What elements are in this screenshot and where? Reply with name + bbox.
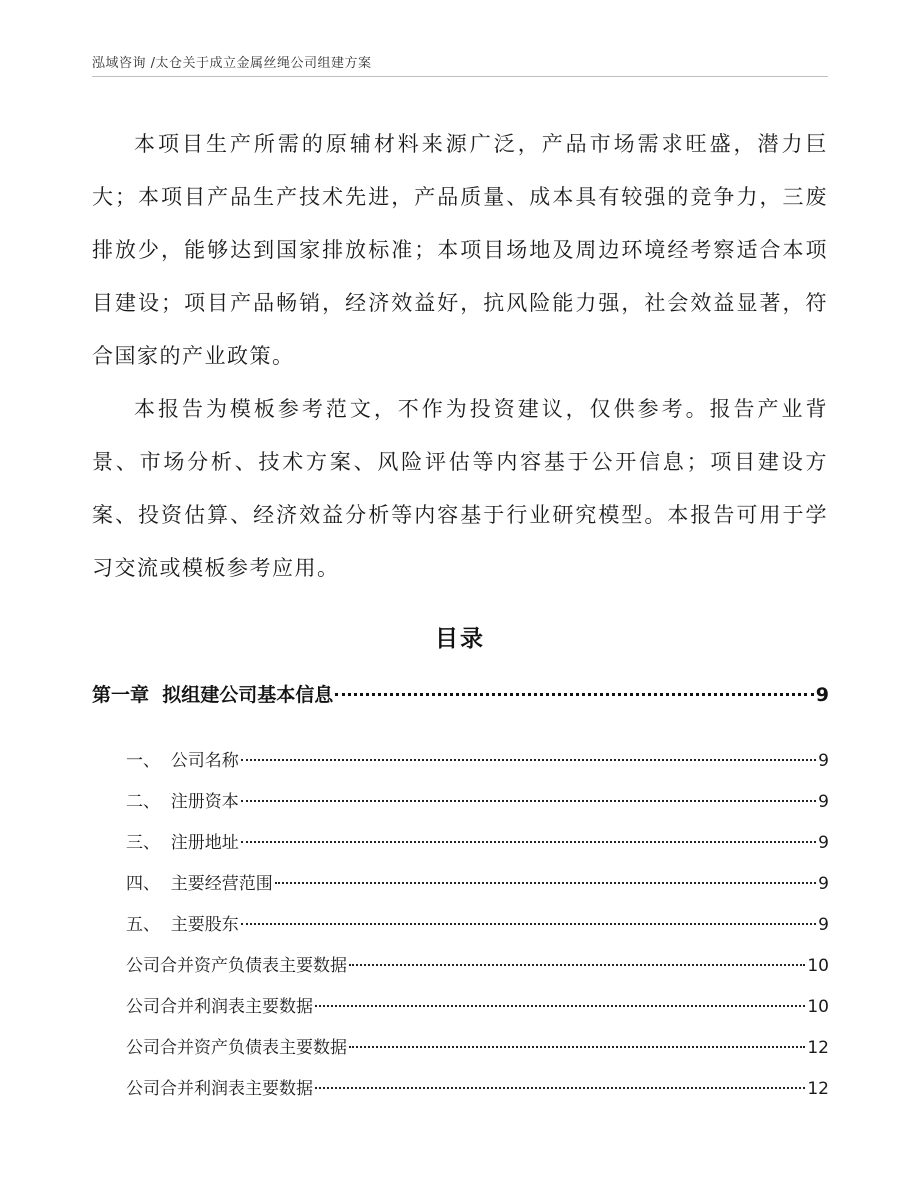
toc-section-entry[interactable] (92, 828, 829, 869)
toc-section-entry[interactable] (92, 910, 829, 951)
toc-page-number: 12 (807, 1079, 829, 1099)
dot-leader (335, 693, 814, 696)
toc-page-number: 10 (807, 956, 829, 976)
dot-leader (241, 800, 816, 802)
table-of-contents (92, 680, 829, 1115)
paragraph: 本报告为模板参考范文，不作为投资建议，仅供参考。报告产业背景、市场分析、技术方案、风险评估等内容基于公开信息；项目建设方案、投资估算、经济效益分析等内容基于行业研究模型。本报告可用于学习交流或模板参考应用。 (92, 397, 828, 580)
dot-leader (275, 882, 816, 884)
dot-leader (315, 1087, 805, 1089)
toc-entry-label: 公司合并利润表主要数据 (126, 997, 313, 1017)
toc-chapter-entry[interactable] (92, 680, 829, 718)
toc-section-entry[interactable] (92, 1033, 829, 1074)
toc-entry-label: 公司合并资产负债表主要数据 (126, 1038, 347, 1058)
toc-page-number: 9 (818, 915, 829, 935)
toc-entry-label: 一、 公司名称 (126, 751, 239, 771)
toc-entry-label: 公司合并利润表主要数据 (126, 1079, 313, 1099)
dot-leader (241, 841, 816, 843)
toc-entry-label: 三、 注册地址 (126, 833, 239, 853)
toc-section-entry[interactable] (92, 746, 829, 787)
toc-section-entry[interactable] (92, 1074, 829, 1115)
toc-section-entry[interactable] (92, 992, 829, 1033)
toc-section-entry[interactable] (92, 951, 829, 992)
toc-page-number: 12 (807, 1038, 829, 1058)
toc-entry-label: 公司合并资产负债表主要数据 (126, 956, 347, 976)
toc-page-number: 9 (818, 833, 829, 853)
toc-section-entry[interactable] (92, 787, 829, 828)
dot-leader (241, 923, 816, 925)
toc-entry-label: 二、 注册资本 (126, 792, 239, 812)
toc-page-number: 9 (818, 874, 829, 894)
toc-page-number: 9 (818, 792, 829, 812)
dot-leader (349, 964, 805, 966)
header-divider (92, 76, 828, 77)
running-header: 泓域咨询 /太仓关于成立金属丝绳公司组建方案 (92, 56, 372, 71)
toc-page-number: 10 (807, 997, 829, 1017)
toc-page-number: 9 (818, 751, 829, 771)
toc-title: 目录 (435, 626, 485, 652)
toc-entry-label: 四、 主要经营范围 (126, 874, 273, 894)
toc-entry-label: 五、 主要股东 (126, 915, 239, 935)
dot-leader (241, 759, 816, 761)
paragraph: 本项目生产所需的原辅材料来源广泛，产品市场需求旺盛，潜力巨大；本项目产品生产技术先进，产品质量、成本具有较强的竞争力，三废排放少，能够达到国家排放标准；本项目场地及周边环境经考察适合本项目建设；项目产品畅销，经济效益好，抗风险能力强，社会效益显著，符合国家的产业政策。 (92, 132, 828, 368)
body-text (92, 118, 828, 595)
toc-page-number: 9 (815, 684, 829, 706)
dot-leader (315, 1005, 805, 1007)
dot-leader (349, 1046, 805, 1048)
toc-section-entry[interactable] (92, 869, 829, 910)
toc-entry-label: 第一章 拟组建公司基本信息 (92, 684, 334, 706)
